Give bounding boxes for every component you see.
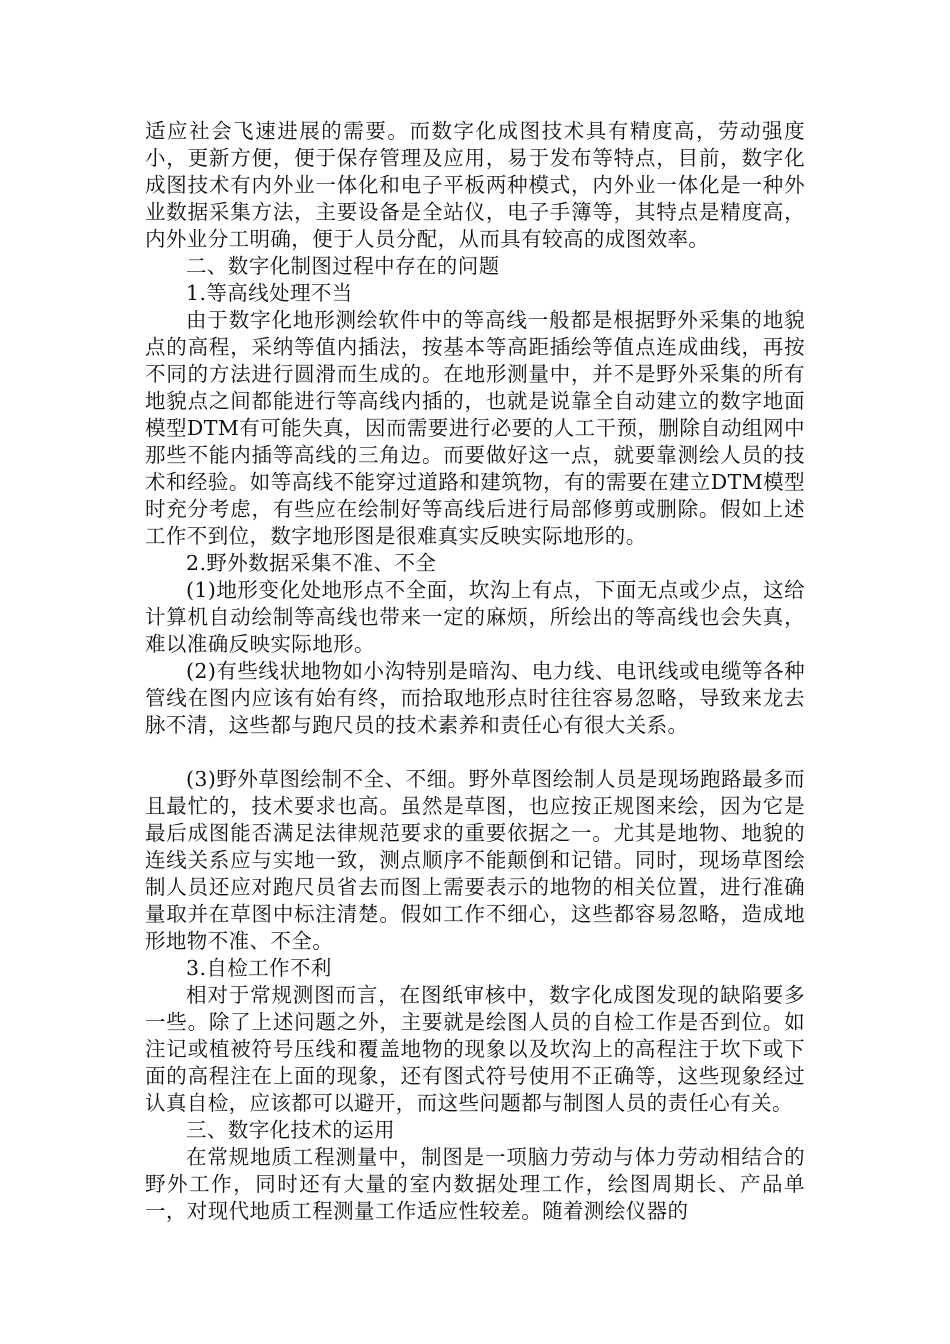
subheading-field-data: 2.野外数据采集不准、不全: [186, 551, 437, 575]
paragraph-self-check: 相对于常规测图而言，在图纸审核中，数字化成图发现的缺陷要多一些。除了上述问题之外，主要就是绘图人员的自检工作是否到位。如注记或植被符号压线和覆盖地物的现象以及坎沟上的高程注于坎下或下面的高程注在上面的现象，还有图式符号使用不正确等，这些现象经过认真自检，应该都可以避开，而这些问题都与制图人员的责任心有关。: [145, 983, 805, 1115]
section-heading-problems: 二、数字化制图过程中存在的问题: [186, 254, 500, 278]
document-page: [145, 118, 805, 1225]
paragraph-application: 在常规地质工程测量中，制图是一项脑力劳动与体力劳动相结合的野外工作，同时还有大量的室内数据处理工作，绘图周期长、产品单一，对现代地质工程测量工作适应性较差。随着测绘仪器的: [145, 1145, 805, 1223]
paragraph-field-data-2: (2)有些线状地物如小沟特别是暗沟、电力线、电讯线或电缆等各种管线在图内应该有始有终，而拾取地形点时往往容易忽略，导致来龙去脉不清，这些都与跑尺员的技术素养和责任心有很大关系。: [145, 659, 805, 737]
paragraph-field-data-3: (3)野外草图绘制不全、不细。野外草图绘制人员是现场跑路最多而且最忙的，技术要求也高。虽然是草图，也应按正规图来绘，因为它是最后成图能否满足法律规范要求的重要依据之一。尤其是地物、地貌的连线关系应与实地一致，测点顺序不能颠倒和记错。同时，现场草图绘制人员还应对跑尺员省去而图上需要表示的地物的相关位置，进行准确量取并在草图中标注清楚。假如工作不细心，这些都容易忽略，造成地形地物不准、不全。: [145, 767, 805, 953]
section-heading-application: 三、数字化技术的运用: [186, 1118, 395, 1142]
paragraph-field-data-1: (1)地形变化处地形点不全面，坎沟上有点，下面无点或少点，这给计算机自动绘制等高线也带来一定的麻烦，所绘出的等高线也会失真，难以准确反映实际地形。: [145, 578, 805, 656]
subheading-contour-handling: 1.等高线处理不当: [186, 281, 353, 305]
paragraph-continuation: 适应社会飞速进展的需要。而数字化成图技术具有精度高，劳动强度小，更新方便，便于保存管理及应用，易于发布等特点，目前，数字化成图技术有内外业一体化和电子平板两种模式，内外业一体化是一种外业数据采集方法，主要设备是全站仪，电子手簿等，其特点是精度高，内外业分工明确，便于人员分配，从而具有较高的成图效率。: [145, 119, 805, 251]
subheading-self-check: 3.自检工作不利: [186, 956, 332, 980]
paragraph-contour-handling: 由于数字化地形测绘软件中的等高线一般都是根据野外采集的地貌点的高程，采纳等值内插法，按基本等高距插绘等值点连成曲线，再按不同的方法进行圆滑而生成的。在地形测量中，并不是野外采集的所有地貌点之间都能进行等高线内插的，也就是说靠全自动建立的数字地面模型DTM有可能失真，因而需要进行必要的人工干预，删除自动组网中那些不能内插等高线的三角边。而要做好这一点，就要靠测绘人员的技术和经验。如等高线不能穿过道路和建筑物，有的需要在建立DTM模型时充分考虑，有些应在绘制好等高线后进行局部修剪或删除。假如上述工作不到位，数字地形图是很难真实反映实际地形的。: [145, 308, 805, 548]
